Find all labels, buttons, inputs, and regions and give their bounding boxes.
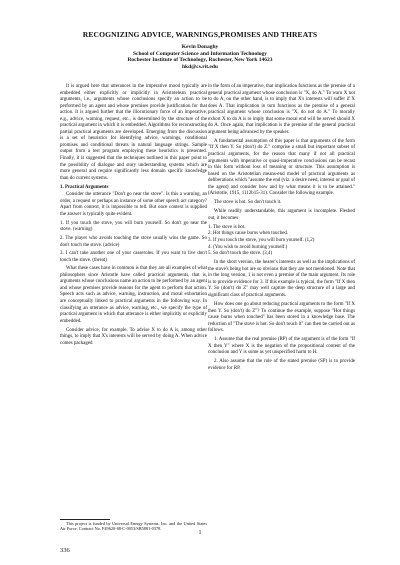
body-paragraph: While readily understandable, this argument is incomplete. Fleshed out, it becomes [208,209,355,221]
example-argument: The stove is hot. So don't touch it. [214,200,282,206]
abstract-paragraph: It is argued here that utterances in the imperative mood typically are embedded either explicitly or implicitly in Aristotelean practical arguments, i.e., arguments whose conclusions specify an action to be performed by an agent and whose premises provide justification for that action. It is argued further that the illocutionary force of an imperative, e.g., advice, warning, request, etc., is determined by the structure of the practical argument in which it is embedded. Algorithms for reconstructing partial practical arguments are developed. Emerging from the discussion is a set of heuristics for identifying advice, warnings, conditional promises and conditional threats in natural language strings. Sample output from a test program employing these heuristics is presented. Finally, it is suggested that the techniques outlined in this paper point to the possibility of dialogue and story understanding systems which are more general and require significantly less domain specific knowledge than do current systems. [60,84,207,181]
page-number: 336 [60,547,70,554]
body-paragraph: Consider the utterance "Don't go near the stove". Is this a warning, an order, a request or perhaps an instance of some other speech act category? Apart from context, it is impossible to tell. But once context is supplied the answer is typically quite evident. [60,192,207,217]
procedure-step: 1. Assume that the real premise (RP) of the argument is of the form "If X then Y" where X is the negation of the propositional content of the conclusion and Y is some as yet unspecified harm to H. [208,337,355,356]
column-footer-number: 1 [198,530,202,536]
author-affiliation-2: Rochester Institute of Technology, Rochester, New York 14623 [127,57,273,64]
body-paragraph: In the short version, the hearer's interests as well as the implications of the stove's being hot are so obvious that they are not mentioned. Note that in the long version, 1 is not even a premise of the main argument. Its role is to provide evidence for 3. If this example is typical, the form "If X then Y. So (don't) do Z" may well capture the deep structure of a large and significant class of practical arguments. [208,260,355,298]
body-paragraph: in the form of an imperative, that implication functions as the premise of a general practical argument whose conclusion is "X, do A." To warn X not to do A, on the other hand, is to imply that X's interests will suffer if X does A. That implication in turn functions as the premise of a general practical argument whose conclusion is "X, do not do A." To morally exhort X to do A is to imply that some moral end will be served should X do A. Once again, that implication is the premise of the general practical argument being advanced by the speaker. [208,84,355,135]
paper-title: RECOGNIZING ADVICE, WARNINGS,PROMISES AND THREATS [82,30,318,39]
body-paragraph: Consider advice, for example. To advise X to do A is, among other things, to imply that X's interests will be served by doing A. When advice comes packaged [60,327,207,346]
footnote-divider [60,519,110,520]
example-item: 2. The player who avoids touching the stove usually wins the game. So don't touch the stove. (advice) [60,236,207,248]
author-block [0,44,400,70]
right-column [208,84,355,375]
body-paragraph: How does one go about reducing practical arguments to the form "If X then Y. So (don't) do Z"? To continue the example, suppose "Hot things cause burns when touched" has been stored in a knowledge base. The reduction of "The stove is hot. So don't touch it" can then be carried out as follows. [208,301,355,334]
argument-step: 5. So don't touch the stove. (3,4) [208,251,273,257]
author-affiliation-1: School of Computer Science and Information Technology [132,50,268,57]
argument-step: 3. If you touch the stove, you will burn yourself. (1,2) [208,238,315,244]
argument-step: 2. Hot things cause burns when touched. [208,231,289,237]
argument-step: 1. The stove is hot. [208,224,246,230]
author-email: hkd@cs.rit.edu [182,63,218,70]
body-paragraph: A fundamental assumption of this paper is that arguments of the form "If X then Y. So (don't) do Z." comprise a small but important subset of practical arguments, for the reason that many if not all practical arguments with imperative or quasi-imperative conclusions can be recast in this form without loss of meaning or structure. This assumption is based on the Aristotelian means-end model of practical arguments as deliberations which "assume the end (viz. a desire need, interest or goal of the agent) and consider how and by what means it is to be attained." (Aristotle, 1915, 1112b15-31). Consider the following example. [208,138,355,197]
argument-step: 4. (You wish to avoid burning yourself.) [208,244,288,250]
left-column [60,84,207,350]
body-paragraph: What these cases have in common is that they are all examples of what philosophers since Aristotle have called practical arguments, that is, arguments whose conclusions name an action to be performed by an agent and whose premises provide reasons for the agent to perform that action. Speech acts such as advice, warning, instruction, and moral exhortation are conceptually linked to practical arguments in the following way. In classifying an utterance as advice, warning, etc., we specify the type of practical argument in which that utterance is either implicitly or explicitly embedded. [60,266,207,324]
procedure-step: 2. Also assume that the role of the stated premise (SP) is to provide evidence for RP. [208,359,355,371]
example-item: 3. I can't take another one of your casseroles. If you want to live don't touch the stove. (threat) [60,251,207,263]
footnote-text: This project is funded by Universal Energy Systems, Inc. and the United States Air Force, Contract No. F49620-88-C-0053/SB5881-0378. [60,521,207,532]
section-heading: 1. Practical Arguments [60,184,109,190]
author-name: Kevin Donaghy [181,44,219,50]
example-item: 1. If you touch the stove, you will burn yourself. So don't go near the stove. (warning) [60,220,207,233]
